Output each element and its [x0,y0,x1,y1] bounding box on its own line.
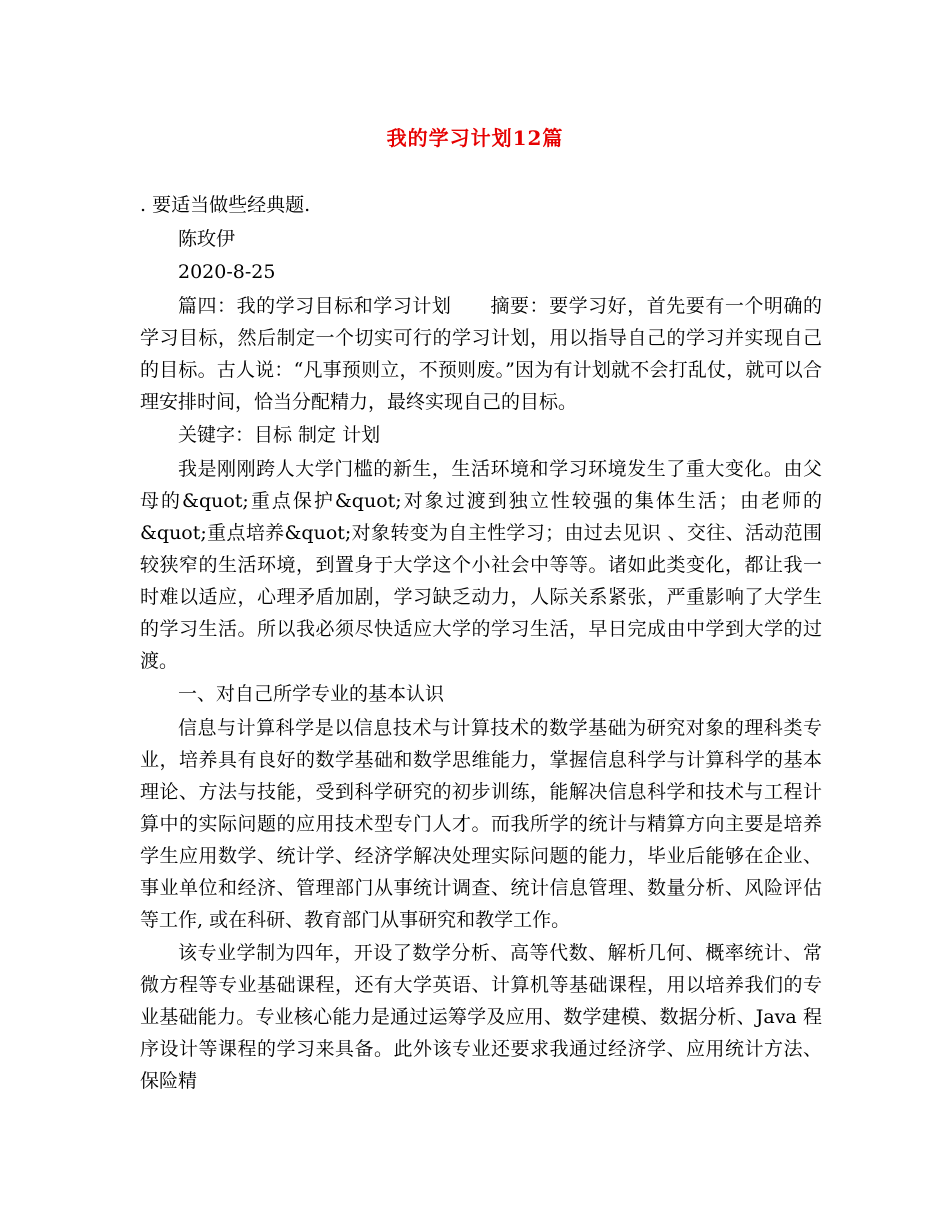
paragraph-curriculum: 该专业学制为四年，开设了数学分析、高等代数、解析几何、概率统计、常微方程等专业基础课程，还有大学英语、计算机等基础课程，用以培养我们的专业基础能力。专业核心能力是通过运筹学及应用、数学建模、数据分析、Java 程序设计等课程的学习来具备。此外该专业还要求我通过经济学、应用统计方法、保险精 [140,942,822,1092]
section-heading: 一、对自己所学专业的基本认识 [178,683,445,705]
paragraph-keywords: 关键字：目标 制定 计划 [178,424,381,446]
paragraph-date: 2020-8-25 [178,261,276,283]
document-title: 我的学习计划12篇 [386,126,564,150]
paragraph-author: 陈玫伊 [178,227,236,250]
paragraph-abstract: 篇四：我的学习目标和学习计划 摘要：要学习好，首先要有一个明确的学习目标，然后制定一个切实可行的学习计划，用以指导自己的学习并实现自己的目标。古人说：“凡事预则立，不预则废。”因为有计划就不会打乱仗，就可以合理安排时间，恰当分配精力，最终实现自己的目标。 [140,294,822,413]
paragraph-intro: 我是刚刚跨人大学门槛的新生，生活环境和学习环境发生了重大变化。由父母的&quot;重点保护&quot;对象过渡到独立性较强的集体生活；由老师的&quot;重点培养&quot;对象转变为自主性学习；由过去见识 、交往、活动范围较狭窄的生活环境，到置身于大学这个小社会中等等。诸如此类变化，都让我一时难以适应，心理矛盾加剧，学习缺乏动力，人际关系紧张，严重影响了大学生的学习生活。所以我必须尽快适应大学的学习生活，早日完成由中学到大学的过渡。 [140,457,822,672]
paragraph-major: 信息与计算科学是以信息技术与计算技术的数学基础为研究对象的理科类专业，培养具有良好的数学基础和数学思维能力，掌握信息科学与计算科学的基本理论、方法与技能，受到科学研究的初步训练，能解决信息科学和技术与工程计算中的实际问题的应用技术型专门人才。而我所学的统计与精算方向主要是培养学生应用数学、统计学、经济学解决处理实际问题的能力，毕业后能够在企业、事业单位和经济、管理部门从事统计调查、统计信息管理、数量分析、风险评估等工作, 或在科研、教育部门从事研究和教学工作。 [140,716,822,931]
paragraph-tip: . 要适当做些经典题. [140,194,311,216]
document-body [140,189,822,1099]
